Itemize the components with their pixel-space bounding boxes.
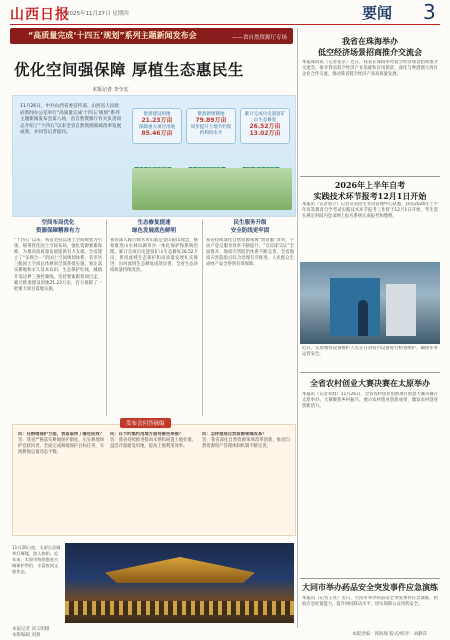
stat-value: 21.23万亩 bbox=[141, 117, 173, 124]
story4-text: 本报讯（记者王亮）近日，大同市举办药品安全突发事件应急演练，检验应急处置能力，提升协同联动水平，切实保障公众用药安全。 bbox=[302, 596, 438, 608]
story-divider bbox=[300, 176, 440, 177]
story1-text: 本报珠海讯（记者张京）近日，我省在珠海举办低空经济场景招商推介交流会，推介我省低空经济产业基础和应用场景，深化与粤港澳大湾区企业合作交流，推动我省低空经济产业高质量发展。 bbox=[302, 60, 438, 78]
newspaper-logo: 山西日报 bbox=[10, 7, 70, 23]
page-number: 3 bbox=[423, 0, 436, 24]
stat-label: 批准新增耕地 bbox=[197, 112, 225, 117]
metro-caption: 近日，太原地铁设备维护人员正在对站内设备进行检查维护，确保冬季运营安全。 bbox=[302, 346, 438, 358]
equipment-cabinet bbox=[330, 278, 380, 336]
crowd-lights bbox=[65, 601, 294, 615]
stat-value: 26.52万亩 bbox=[249, 123, 281, 130]
stat-label: 同步提升土地节约集约利用水平 bbox=[190, 125, 232, 136]
faq-answer: 答：我省严格落实耕地保护制度，压实耕地保护党政同责，全面完成耕地保护目标任务，实现耕地总量动态平衡。 bbox=[18, 438, 104, 456]
footer-editor-left: 本版编辑 刘燕 bbox=[12, 633, 41, 638]
lead-paragraph: 11月26日，中共山西省委宣传部、山西省人民政府新闻办公室举行“高质量完成‘十四五’规划”系列主题新闻发布会第八场，省自然资源厅有关负责同志介绍了“十四五”以来全省自然资源领域改革发展成效，并回答记者提问。 bbox=[20, 104, 122, 136]
section-name: 要闻 bbox=[362, 4, 393, 22]
equipment-panel bbox=[386, 284, 416, 336]
worker-figure bbox=[358, 300, 368, 336]
story4-headline: 大同市举办药品安全突发事件应急演练 bbox=[302, 582, 438, 592]
footer-editor-right: 本版责编：郭海瑞 版式/校对：刘静萍 bbox=[352, 632, 427, 637]
story2-text: 本报讯（记者郭立）记者从省招生考试管理中心获悉，我省2026年上半年高等教育自学考试实践技术环节报考工作将于12月1日开始，考生需在规定时间内登录网上报名系统完成报考和缴费。 bbox=[302, 202, 438, 220]
metro-maintenance-photo bbox=[300, 262, 440, 344]
faq-question: 问：在耕地保护方面，我省取得了哪些成效？ bbox=[18, 432, 104, 437]
faq-item bbox=[110, 432, 196, 530]
story3-text: 本报讯（记者乔群）11月26日，全省农村创业创新项目创意大赛决赛在太原举办。大赛聚焦乡村振兴，展示农村创业创新成果，激发农村创业创新活力。 bbox=[302, 392, 438, 410]
stat-value: 85.46万亩 bbox=[141, 130, 173, 137]
story2-headline: 2026年上半年自考 实践技术环节报考12月1日开始 bbox=[313, 180, 427, 201]
photo-caption: 11月26日夜，太原古县城华灯璀璨，游人如织。近年来，太原市持续推进古城保护利用，丰富夜间文旅业态。 bbox=[12, 545, 61, 574]
faq-item bbox=[18, 432, 104, 530]
faq-item bbox=[202, 432, 290, 530]
story3-headline: 全省农村创业大赛决赛在太原举办 bbox=[310, 378, 430, 388]
faq-title: 发布会问答摘编 bbox=[120, 418, 171, 428]
faq-question: 问：在节约集约用地方面有哪些举措？ bbox=[110, 432, 184, 437]
col3-text: 我省持续深化自然资源领域“放管服”改革，不动产登记服务效率不断提升，“交房即交证”全面推开。地质灾害防治体系不断完善，全省地质灾害隐患点综合治理有序推进，人民群众生命财产安全得到有效保障。 bbox=[206, 238, 294, 268]
faq-answer: 答：我省深化自然资源领域改革创新，推动自然资源资产管理体制机制不断完善。 bbox=[202, 438, 290, 450]
top-rule bbox=[10, 24, 440, 25]
stat-value: 79.89万亩 bbox=[195, 117, 227, 124]
issue-date: 2025年11月27日 星期四 bbox=[66, 11, 129, 17]
story1-headline: 我省在珠海举办 低空经济场景招商推介交流会 bbox=[318, 36, 422, 57]
col3-subhead: 民生服务升级 安全防线更牢固 bbox=[230, 220, 270, 234]
landscape-illustration bbox=[132, 168, 292, 210]
faq-question: 问：怎样推进自然资源领域改革？ bbox=[202, 432, 267, 437]
byline: 本报记者 李全宏 bbox=[92, 87, 129, 93]
faq-answer: 答：我省持续推进批而未供和闲置土地处置，盘活存量建设用地，提高土地利用效率。 bbox=[110, 438, 196, 450]
palace-night-photo bbox=[65, 543, 294, 623]
banner-subtitle: ——省自然资源厅专场 bbox=[232, 35, 288, 41]
stat-box-land bbox=[132, 108, 182, 144]
palace-roof bbox=[105, 557, 255, 583]
column-divider bbox=[106, 220, 107, 416]
column-divider bbox=[202, 220, 203, 416]
stat-label: 累计完成历史遗留矿山生态修复 bbox=[244, 112, 286, 123]
stat-value: 13.02万亩 bbox=[249, 130, 281, 137]
col1-subhead: 空间布局优化 资源保障精准有力 bbox=[35, 220, 80, 234]
col2-text: 我省深入践行绿水青山就是金山银山理念，统筹推进山水林田湖草沙一体化保护和系统治理。累计完成历史遗留矿山生态修复26.52万亩，黄河流域生态保护和高质量发展扎实推进，汾河流域生态修复成效显著，全省生态环境质量持续改善。 bbox=[110, 238, 198, 274]
series-banner: “高质量完成‘十四五’规划”系列主题新闻发布会 bbox=[10, 28, 293, 44]
photo-credit: 本报记者 刘玉明摄 bbox=[12, 627, 50, 632]
story-divider bbox=[300, 578, 440, 579]
column-divider bbox=[297, 28, 298, 628]
stat-box-farmland bbox=[186, 108, 236, 144]
stat-label: 保障重大项目用地 bbox=[139, 125, 175, 130]
stat-box-restoration bbox=[240, 108, 290, 144]
stat-label: 批准建设用地 bbox=[143, 112, 171, 117]
col2-subhead: 生态修复提速 绿色发展底色鲜明 bbox=[131, 220, 176, 234]
col1-text: “十四五”以来，我省坚持以国土空间规划为引领，统筹优化国土空间布局，强化资源要素保障，为推动高质量发展提供有力支撑。全省建立了“多规合一”的国土空间规划体系，省市县三级国土空间总体规划全部获批实施，划定落实耕地和永久基本农田、生态保护红线、城镇开发边界三条控制线。坚持要素跟着项目走，累计批准建设用地21.23万亩，有力保障了一批重大项目落地实施。 bbox=[14, 238, 102, 292]
main-headline: 优化空间强保障 厚植生态惠民生 bbox=[14, 60, 244, 79]
story-divider bbox=[300, 372, 440, 373]
